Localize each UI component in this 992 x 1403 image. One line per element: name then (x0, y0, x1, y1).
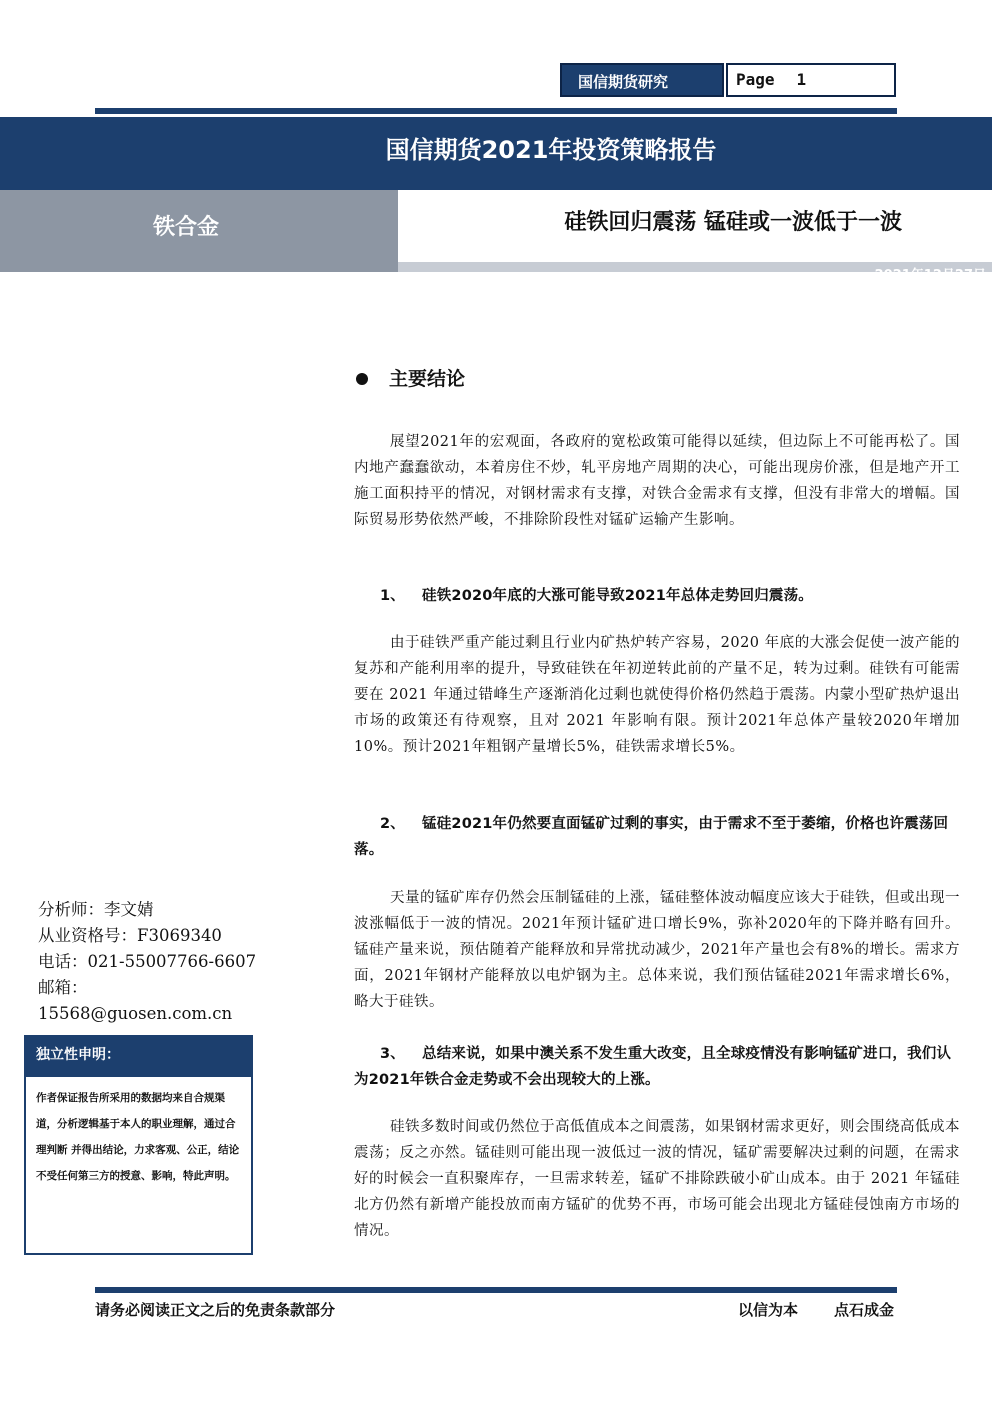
point-heading-3 (354, 1041, 960, 1093)
analyst-email: 邮箱：15568@guosen.com.cn (38, 978, 233, 1023)
disclaimer-text: 作者保证报告所采用的数据均来自合规渠道，分析逻辑基于本人的职业理解，通过合理判断 并得出结论，力求客观、公正，结论不受任何第三方的授意、影响，特此声明。 (36, 1092, 240, 1182)
analyst-license: 从业资格号：F3069340 (38, 926, 222, 945)
footer-slogan (700, 1299, 894, 1320)
bullet-icon (356, 373, 368, 385)
disclaimer-title: 独立性申明： (24, 1035, 253, 1075)
footer-notice: 请务必阅读正文之后的免责条款部分 (95, 1301, 336, 1319)
point-body-2: 天量的锰矿库存仍然会压制锰硅的上涨，锰硅整体波动幅度应该大于硅铁，但或出现一波涨幅低于一波的情况。2021年预计锰矿进口增长9%，弥补2020年的下降并略有回升。锰硅产量来说，预估随着产能释放和异常扰动减少，2021年产量也会有8%的增长。需求方面，2021年钢材产能释放以电炉钢为主。总体来说，我们预估锰硅2021年需求增长6%，略大于硅铁。 (354, 890, 960, 1010)
report-subtitle: 硅铁回归震荡 锰硅或一波低于一波 (564, 210, 902, 235)
point-number: 2、 (380, 816, 405, 832)
point-heading-text: 硅铁2020年底的大涨可能导致2021年总体走势回归震荡。 (422, 588, 814, 604)
org-tab: 国信期货研究 (560, 63, 724, 97)
point-heading-1 (354, 583, 960, 609)
footer-rule (95, 1287, 897, 1293)
section-title: 主要结论 (389, 368, 466, 390)
report-date: 2021年12月27日 (874, 268, 986, 283)
analyst-name: 分析师：李文婧 (38, 900, 154, 919)
intro-paragraph: 展望2021年的宏观面，各政府的宽松政策可能得以延续，但边际上不可能再松了。国内地产蠢蠢欲动，本着房住不炒，轧平房地产周期的决心，可能出现房价涨，但是地产开工施工面积持平的情况，对钢材需求有支撑，对铁合金需求有支撑，但没有非常大的增幅。国际贸易形势依然严峻，不排除阶段性对锰矿运输产生影响。 (354, 434, 960, 528)
page-indicator (726, 63, 896, 97)
topic-label: 铁合金 (0, 190, 398, 272)
point-heading-text: 总结来说，如果中澳关系不发生重大改变，且全球疫情没有影响锰矿进口，我们认为2021年铁合金走势或不会出现较大的上涨。 (354, 1046, 952, 1088)
point-body-3: 硅铁多数时间或仍然位于高低值成本之间震荡，如果钢材需求更好，则会围绕高低成本震荡；反之亦然。锰硅则可能出现一波低过一波的情况，锰矿需要解决过剩的问题，在需求好的时候会一直积聚库存，一旦需求转差，锰矿不排除跌破小矿山成本。由于 2021 年锰硅北方仍然有新增产能投放而南方锰矿的优势不再，市场可能会出现北方锰硅侵蚀南方市场的情况。 (354, 1119, 960, 1239)
slogan-1: 以信为本 (737, 1301, 798, 1319)
point-heading-text: 锰硅2021年仍然要直面锰矿过剩的事实，由于需求不至于萎缩，价格也许震荡回落。 (354, 816, 949, 858)
point-heading-2 (354, 811, 960, 863)
point-body-1: 由于硅铁严重产能过剩且行业内矿热炉转产容易，2020 年底的大涨会促使一波产能的复苏和产能利用率的提升，导致硅铁在年初逆转此前的产量不足，转为过剩。硅铁有可能需要在 2021 年通过错峰生产逐渐消化过剩也就使得价格仍然趋于震荡。内蒙小型矿热炉退出市场的政策还有待观察，且对 2021 年影响有限。预计2021年总体产量较2020年增加10%。预计2021年粗钢产量增长5%，硅铁需求增长5%。 (354, 635, 960, 755)
page-label: Page (736, 70, 775, 89)
analyst-phone: 电话：021-55007766-6607 (38, 952, 257, 971)
disclaimer-box (24, 1075, 253, 1255)
header-rule (95, 108, 897, 114)
slogan-2: 点石成金 (833, 1301, 894, 1319)
report-title: 国信期货2021年投资策略报告 (0, 117, 992, 190)
page-number: 1 (796, 70, 807, 89)
point-number: 3、 (380, 1046, 405, 1062)
point-number: 1、 (380, 588, 405, 604)
